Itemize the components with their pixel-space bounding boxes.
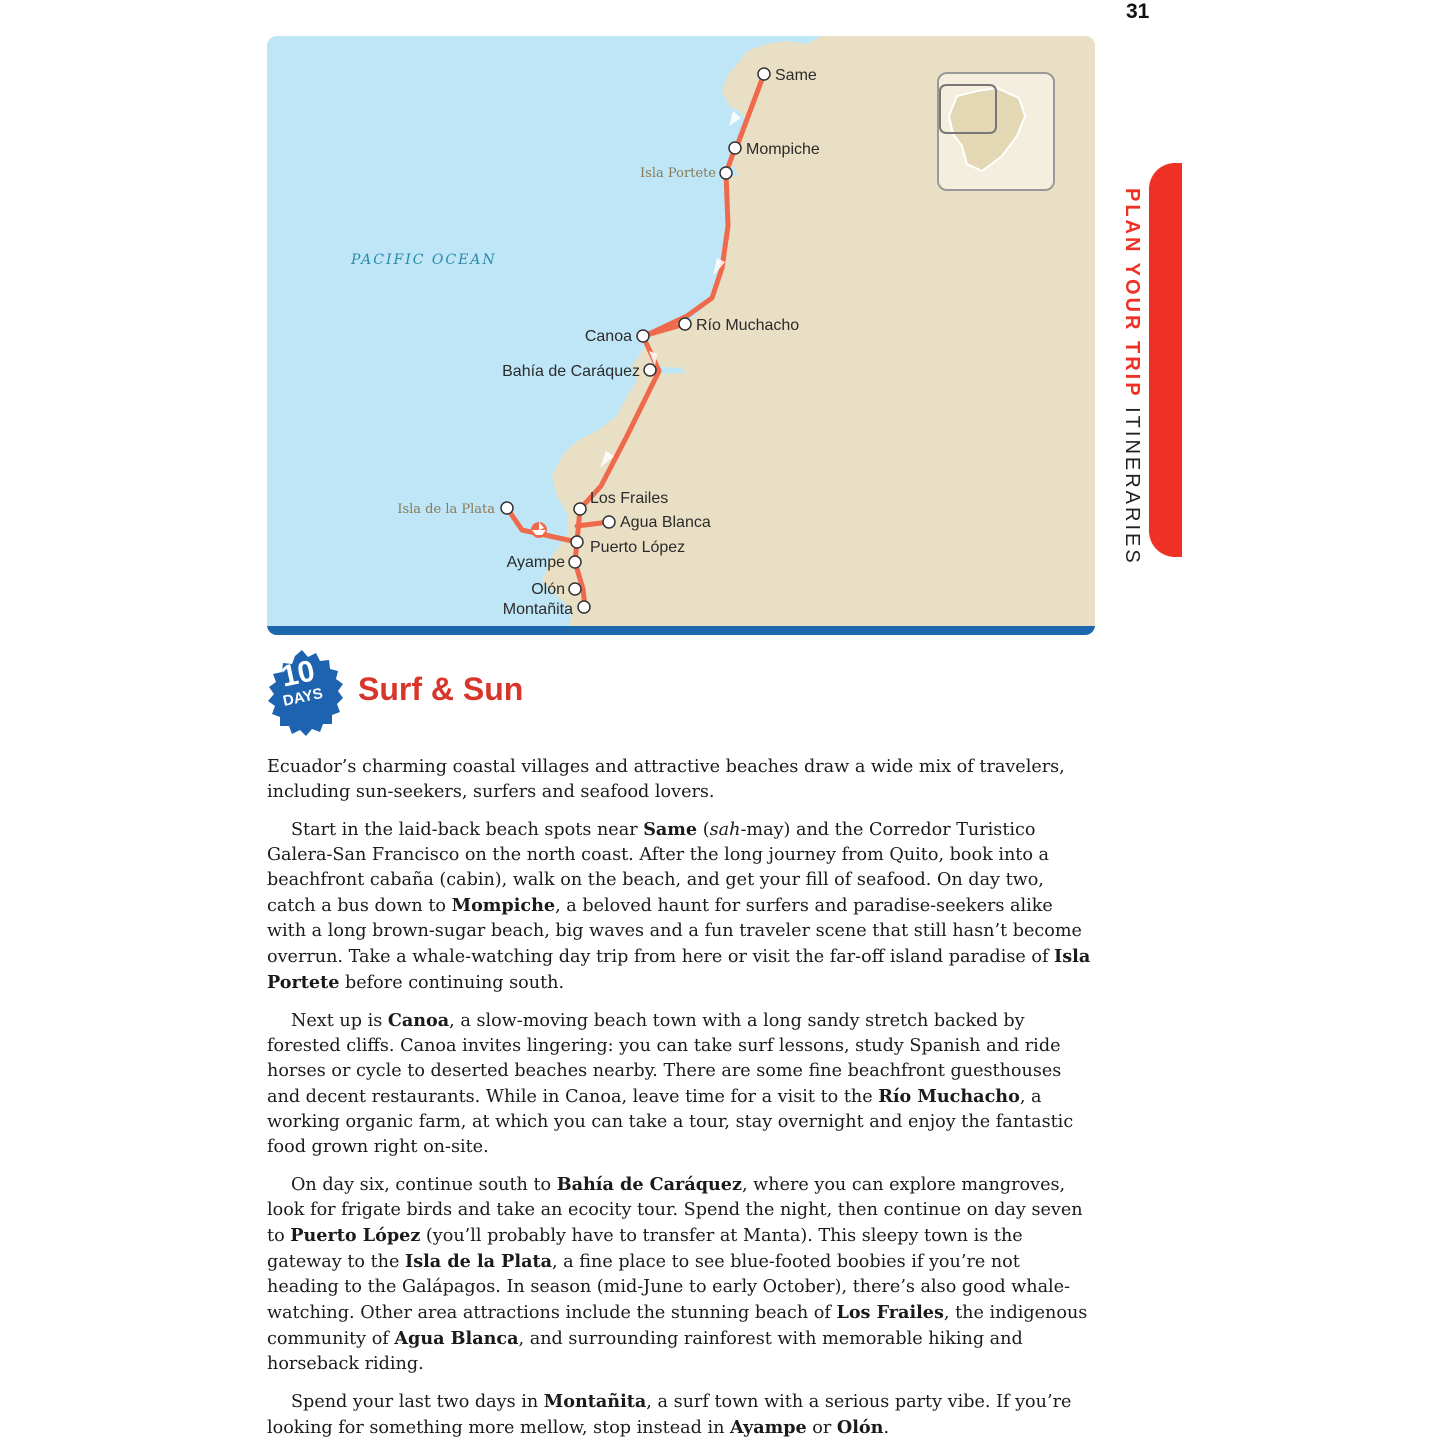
itinerary-map <box>267 36 1095 635</box>
label-same: Same <box>775 67 817 84</box>
place-name: Isla Portete <box>267 946 1091 993</box>
label-montanita: Montañita <box>502 601 573 618</box>
label-mompiche: Mompiche <box>746 141 820 158</box>
place-name: Río Muchacho <box>878 1086 1020 1107</box>
label-agua-blanca: Agua Blanca <box>620 514 711 531</box>
badge-number: 10 <box>278 654 318 694</box>
itinerary-text <box>267 755 1097 1453</box>
place-name: Ayampe <box>730 1417 807 1438</box>
place-name: Mompiche <box>451 895 556 916</box>
paragraph-canoa: Next up is Canoa, a slow-moving beach town with a long sandy stretch backed by forested cliffs. Canoa invites lingering: you can take surf lessons, study Spanish and ride horses or cycle to deserted beaches nearby. There are some fine beachfront guesthouses and decent restaurants. While in Canoa, leave time for a visit to the Río Muchacho, a working organic farm, at which you can take a tour, stay overnight and enjoy the fantastic food grown right on-site. <box>267 1010 1074 1157</box>
label-rio-muchacho: Río Muchacho <box>696 317 800 334</box>
page-number: 31 <box>1126 0 1150 23</box>
place-olon <box>531 581 581 598</box>
paragraph-montanita: Spend your last two days in Montañita, a surf town with a serious party vibe. If you’re looking for something more mellow, stop instead in Ayampe or Olón. <box>267 1391 1072 1438</box>
place-name: Bahía de Caráquez <box>556 1174 742 1195</box>
place-rio-muchacho <box>679 317 799 334</box>
place-bahia <box>502 363 656 380</box>
place-name: Isla de la Plata <box>404 1251 552 1272</box>
place-name: Same <box>643 819 698 840</box>
place-canoa <box>585 328 649 345</box>
section-title: Surf & Sun <box>358 671 524 707</box>
label-los-frailes: Los Frailes <box>590 490 669 507</box>
ocean-label: PACIFIC OCEAN <box>351 252 497 268</box>
section-label-light: ITINERARIES <box>1121 407 1143 566</box>
label-isla-plata: Isla de la Plata <box>397 502 495 517</box>
boat-icon <box>531 522 547 538</box>
place-isla-portete <box>640 166 732 181</box>
label-ayampe: Ayampe <box>506 554 565 571</box>
paragraph-same: Start in the laid-back beach spots near Same (sah-may) and the Corredor Turistico Galera-San Francisco on the north coast. After the long journey from Quito, book into a beachfront cabaña (cabin), walk on the beach, and get your fill of seafood. On day two, catch a bus down to Mompiche, a beloved haunt for surfers and paradise-seekers alike with a long brown-sugar beach, big waves and a fun traveler scene that still hasn’t become overrun. Take a whale-watching day trip from here or visit the far-off island paradise of Isla Portete before continuing south. <box>267 819 1091 993</box>
place-isla-plata <box>397 502 513 517</box>
paragraph-intro: Ecuador’s charming coastal villages and attractive beaches draw a wide mix of travelers, including sun-seekers, surfers and seafood lovers. <box>267 757 1065 802</box>
duration-badge <box>257 648 347 738</box>
place-name: Puerto López <box>290 1225 421 1246</box>
badge-unit: DAYS <box>281 684 325 710</box>
map-bottom-band <box>267 626 1095 635</box>
place-name: Agua Blanca <box>394 1328 519 1349</box>
label-canoa: Canoa <box>584 328 632 345</box>
section-label <box>1107 188 1147 566</box>
ecuador-inset-map <box>938 73 1054 190</box>
place-name: Montañita <box>543 1391 647 1412</box>
label-puerto-lopez: Puerto López <box>590 539 686 556</box>
label-isla-portete: Isla Portete <box>640 166 716 181</box>
place-name: Los Frailes <box>836 1302 944 1323</box>
section-tab <box>1149 163 1182 557</box>
place-name: Olón <box>836 1417 884 1438</box>
section-label-strong: PLAN YOUR TRIP <box>1121 188 1143 399</box>
label-bahia: Bahía de Caráquez <box>502 363 640 380</box>
place-name: Canoa <box>387 1010 450 1031</box>
map-canvas <box>267 36 1095 635</box>
paragraph-bahia: On day six, continue south to Bahía de Caráquez, where you can explore mangroves, look for frigate birds and take an ecocity tour. Spend the night, then continue on day seven to Puerto López (you’ll probably have to transfer at Manta). This sleepy town is the gateway to the Isla de la Plata, a fine place to see blue-footed boobies if you’re not heading to the Galápagos. In season (mid-June to early October), there’s also good whale-watching. Other area attractions include the stunning beach of Los Frailes, the indigenous community of Agua Blanca, and surrounding rainforest with memorable hiking and horseback riding. <box>267 1174 1088 1374</box>
place-agua-blanca <box>603 514 711 531</box>
label-olon: Olón <box>531 581 565 598</box>
